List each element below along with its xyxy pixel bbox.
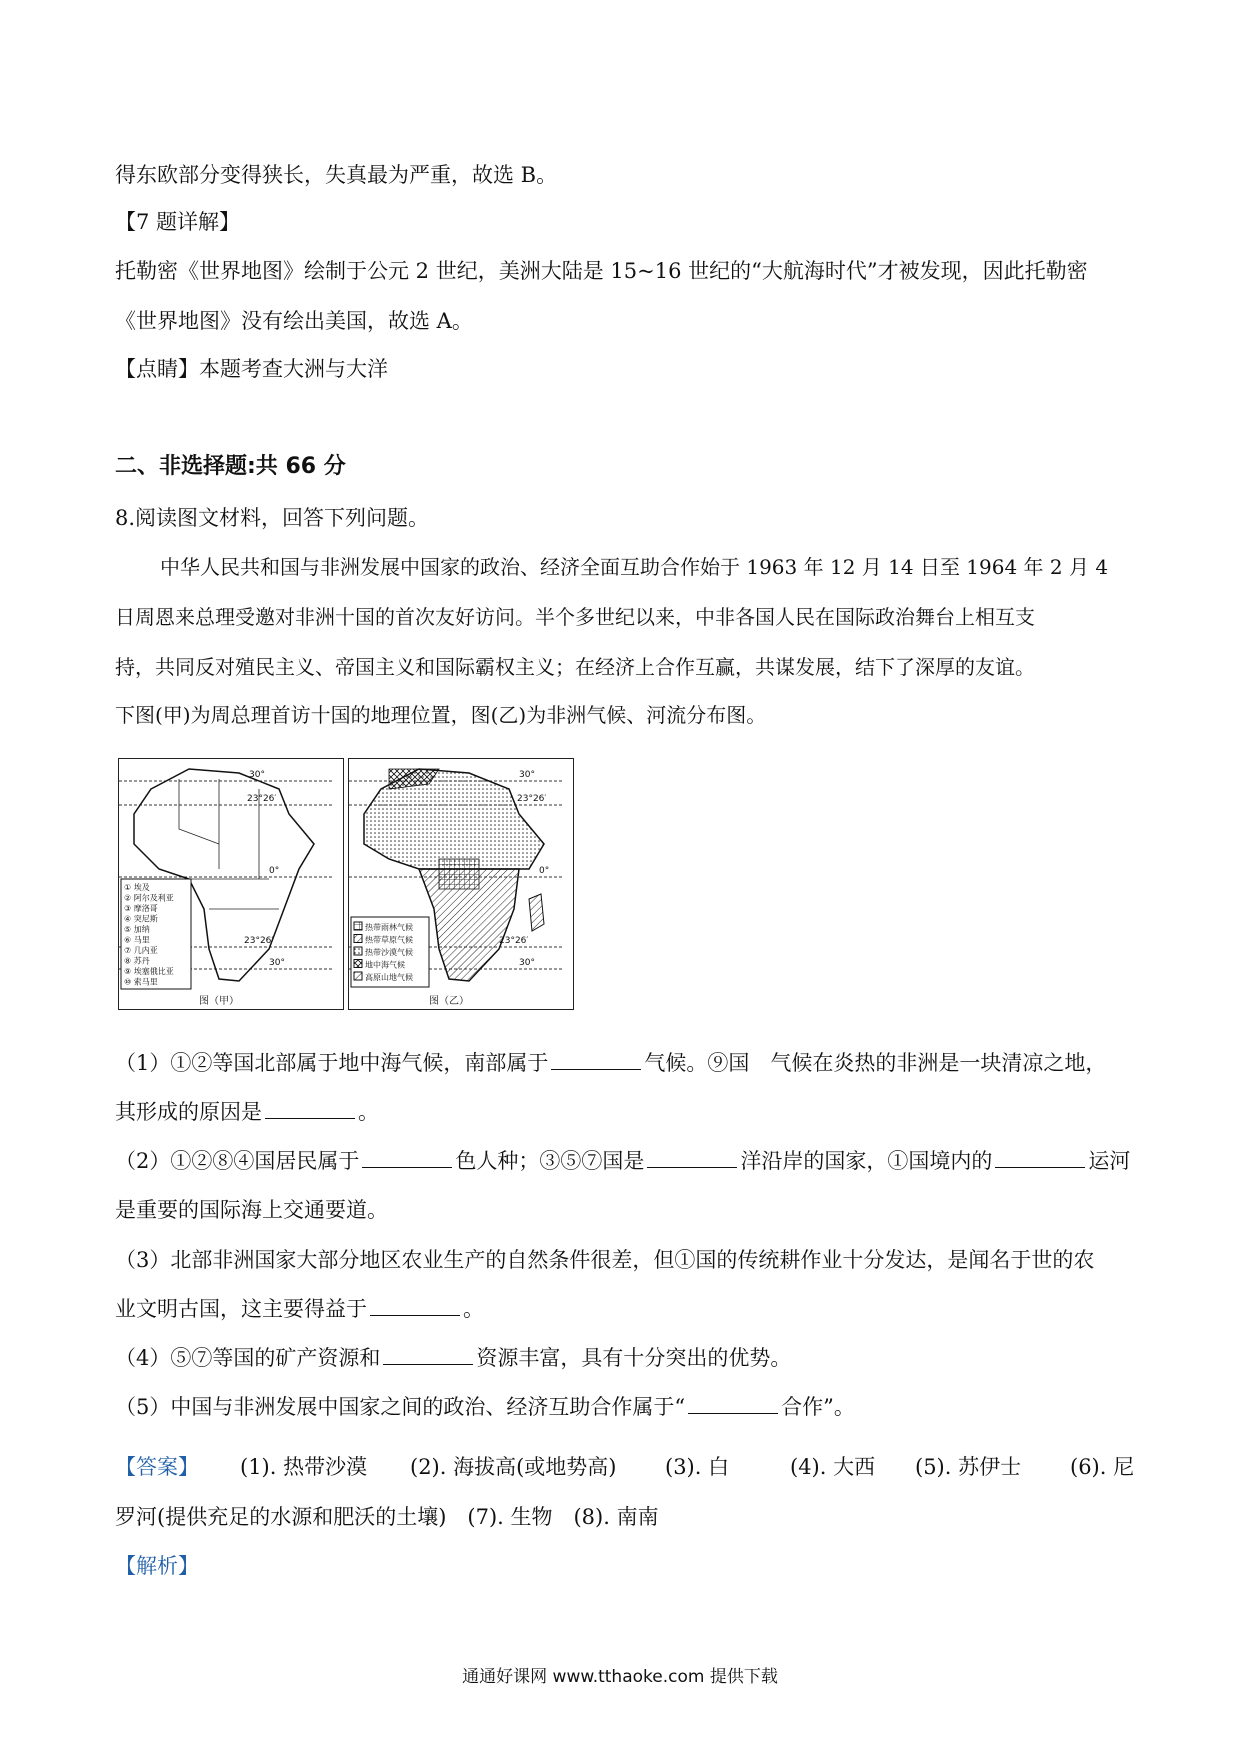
question-text: 运河 — [1088, 1149, 1131, 1173]
question-4 — [115, 1343, 791, 1373]
answer-item: (4). 大西 — [790, 1455, 876, 1479]
lat-label: 30° — [269, 958, 285, 968]
answer-blank — [551, 1051, 641, 1070]
answer-blank — [265, 1100, 355, 1119]
legend-item: 热带沙漠气候 — [365, 948, 413, 957]
question-5 — [115, 1392, 855, 1422]
paragraph-line: 持，共同反对殖民主义、帝国主义和国际霸权主义；在经济上合作互赢，共谋发展，结下了深厚的友谊。 — [115, 655, 1035, 679]
question-3-cont — [115, 1294, 484, 1324]
legend-swatch — [354, 947, 362, 955]
lat-label: 23°26′ — [499, 936, 529, 946]
legend-swatch — [354, 935, 362, 943]
question-text: （4）⑤⑦等国的矿产资源和 — [115, 1346, 381, 1370]
map-yi — [348, 758, 574, 1010]
legend-item: ③ 摩洛哥 — [124, 904, 158, 913]
subsection-heading: 【7 题详解】 — [115, 210, 241, 234]
legend-swatch — [354, 960, 362, 968]
legend-item: 热带雨林气候 — [365, 923, 413, 932]
question-2-cont: 是重要的国际海上交通要道。 — [115, 1198, 388, 1222]
text-line: 托勒密《世界地图》绘制于公元 2 世纪，美洲大陆是 15~16 世纪的“大航海时代”才被发现，因此托勒密 — [115, 259, 1088, 283]
paragraph-line: 下图(甲)为周总理首访十国的地理位置，图(乙)为非洲气候、河流分布图。 — [115, 703, 767, 727]
comment-line: 【点睛】本题考查大洲与大洋 — [115, 357, 388, 381]
question-title: 8.阅读图文材料，回答下列问题。 — [115, 506, 430, 530]
question-text: 业文明古国，这主要得益于 — [115, 1297, 367, 1321]
lat-label: 23°26′ — [517, 794, 547, 804]
legend-item: ④ 突尼斯 — [124, 914, 158, 924]
answer-blank — [995, 1149, 1085, 1168]
map-caption: 图（甲） — [199, 996, 239, 1007]
legend-item: ⑥ 马里 — [124, 935, 150, 945]
africa-climate-map — [349, 759, 573, 1009]
legend-item: 地中海气候 — [365, 960, 405, 970]
question-text: 资源丰富，具有十分突出的优势。 — [476, 1346, 792, 1370]
lat-label: 30° — [249, 770, 265, 780]
question-text: 其形成的原因是 — [115, 1100, 262, 1124]
answer-blank — [647, 1149, 737, 1168]
legend-item: ⑤ 加纳 — [124, 925, 150, 934]
answer-item: (5). 苏伊士 — [915, 1455, 1022, 1479]
legend-item: ⑧ 苏丹 — [124, 956, 150, 966]
answer-blank — [362, 1149, 452, 1168]
lat-label: 30° — [519, 770, 535, 780]
question-text: （5）中国与非洲发展中国家之间的政治、经济互助合作属于“ — [115, 1395, 686, 1419]
question-3: （3）北部非洲国家大部分地区农业生产的自然条件很差，但①国的传统耕作业十分发达，是闻名于世的农 — [115, 1248, 1095, 1272]
legend-item: ⑨ 埃塞俄比亚 — [124, 967, 174, 976]
question-text: 。 — [358, 1100, 379, 1124]
africa-political-map — [119, 759, 343, 1009]
lat-label: 23°26′ — [244, 936, 274, 946]
lat-label: 30° — [519, 958, 535, 968]
section-heading: 二、非选择题:共 66 分 — [115, 454, 346, 479]
page-footer: 通通好课网 www.tthaoke.com 提供下载 — [462, 1667, 778, 1687]
lat-label: 23°26′ — [247, 794, 277, 804]
text-line: 《世界地图》没有绘出美国，故选 A。 — [115, 309, 473, 333]
answer-item: (6). 尼 — [1070, 1455, 1135, 1479]
answer-blank — [370, 1297, 460, 1316]
answer-label: 【答案】 — [115, 1455, 199, 1479]
legend-item: 高原山地气候 — [365, 973, 413, 982]
map-jia — [118, 758, 344, 1010]
question-text: 气候。⑨国 气候在炎热的非洲是一块清凉之地， — [644, 1051, 1107, 1075]
question-text: （1）①②等国北部属于地中海气候，南部属于 — [115, 1051, 549, 1075]
question-text: 色人种；③⑤⑦国是 — [455, 1149, 645, 1173]
question-1 — [115, 1048, 1106, 1078]
question-text: 。 — [463, 1297, 484, 1321]
lat-label: 0° — [539, 866, 550, 876]
legend-item: 热带草原气候 — [365, 935, 413, 945]
text-line: 得东欧部分变得狭长，失真最为严重，故选 B。 — [115, 163, 558, 187]
paragraph-line: 日周恩来总理受邀对非洲十国的首次友好访问。半个多世纪以来，中非各国人民在国际政治舞台上相互支 — [115, 605, 1035, 629]
answer-item: (3). 白 — [665, 1455, 730, 1479]
legend-swatch — [354, 972, 362, 980]
question-2 — [115, 1146, 1130, 1176]
answer-blank — [383, 1346, 473, 1365]
legend-item: ⑦ 几内亚 — [124, 946, 158, 955]
question-1-cont — [115, 1097, 379, 1127]
paragraph-line: 中华人民共和国与非洲发展中国家的政治、经济全面互助合作始于 1963 年 12 月 14 日至 1964 年 2 月 4 — [160, 555, 1109, 579]
legend-item: ② 阿尔及利亚 — [124, 893, 174, 903]
answer-blank — [688, 1395, 778, 1414]
legend-item: ① 埃及 — [124, 883, 150, 892]
question-text: （2）①②⑧④国居民属于 — [115, 1149, 360, 1173]
map-caption: 图（乙） — [429, 996, 469, 1007]
legend-item: ⑩ 索马里 — [124, 977, 158, 987]
lat-label: 0° — [269, 866, 280, 876]
answer-item: (1). 热带沙漠 — [240, 1455, 368, 1479]
answer-line-2: 罗河(提供充足的水源和肥沃的土壤) (7). 生物 (8). 南南 — [115, 1505, 659, 1529]
question-text: 洋沿岸的国家，①国境内的 — [740, 1149, 993, 1173]
answer-item: (2). 海拔高(或地势高) — [410, 1455, 617, 1479]
question-text: 合作”。 — [781, 1395, 855, 1419]
analysis-label: 【解析】 — [115, 1554, 199, 1578]
legend-swatch — [354, 922, 362, 930]
